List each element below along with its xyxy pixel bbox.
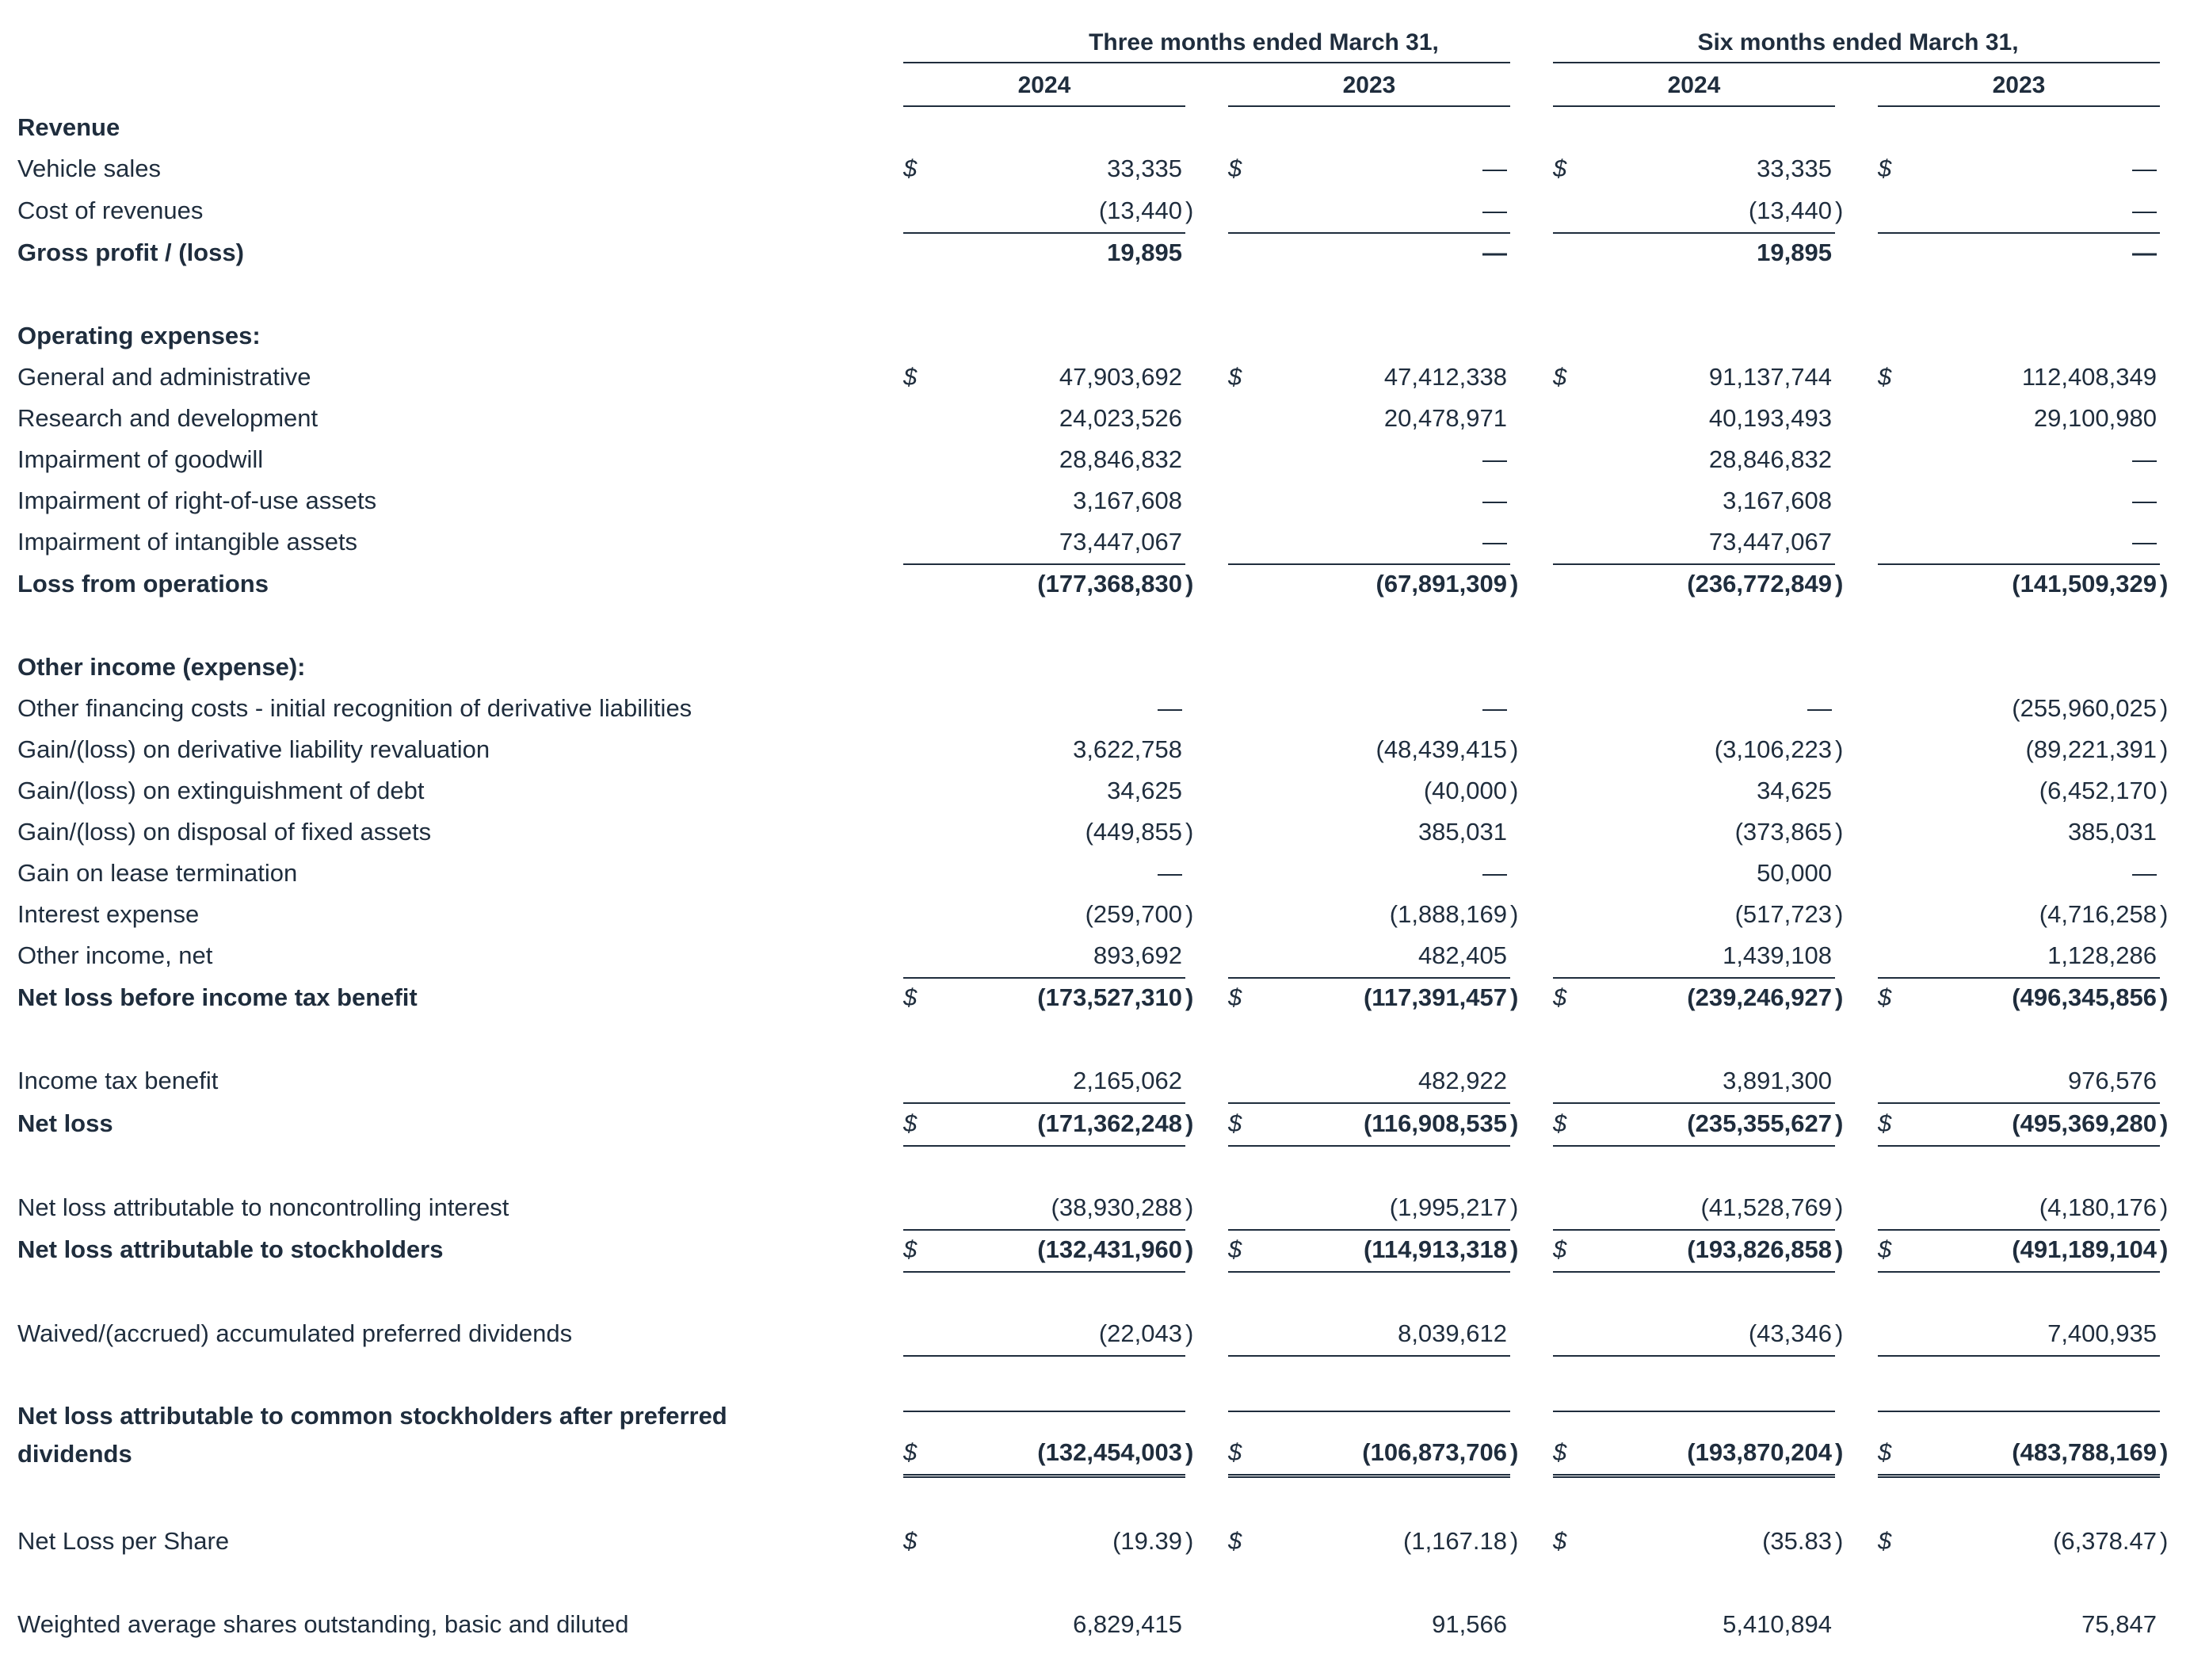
row-label: Vehicle sales (17, 155, 161, 182)
cell-value: 91,566 (1432, 1610, 1507, 1638)
cell-value: 893,692 (1093, 941, 1182, 969)
cell-value: 29,100,980 (2033, 404, 2157, 432)
close-paren: ) (1185, 1319, 1194, 1347)
cell-value: (1,167.18 (1403, 1527, 1507, 1555)
cell-value: (106,873,706 (1362, 1438, 1507, 1466)
cell-value: (373,865 (1734, 818, 1832, 846)
cell-value: (132,454,003 (1037, 1438, 1182, 1466)
currency-symbol: $ (1878, 1109, 1892, 1137)
cell-value: 73,447,067 (1708, 528, 1832, 556)
column-header-rule (1878, 105, 2160, 107)
cell-value: 33,335 (1107, 155, 1182, 182)
close-paren: ) (1835, 570, 1844, 598)
total-top-rule (1228, 1411, 1510, 1412)
row-label: Research and development (17, 404, 319, 432)
row-label: Net Loss per Share (17, 1527, 230, 1555)
underline-rule (1228, 1271, 1510, 1273)
cell-value: 3,891,300 (1723, 1067, 1832, 1094)
total-top-rule (1228, 232, 1510, 234)
cell-value: (22,043 (1098, 1319, 1182, 1347)
underline-rule (1228, 1145, 1510, 1147)
header-six-months-rule (1553, 62, 2160, 63)
cell-value: — (1158, 694, 1182, 722)
close-paren: ) (1510, 983, 1519, 1011)
underline-rule (1553, 1355, 1835, 1357)
row-label: Net loss attributable to noncontrolling interest (17, 1193, 509, 1221)
cell-value: (177,368,830 (1037, 570, 1182, 598)
cell-value: (3,106,223 (1714, 735, 1832, 763)
currency-symbol: $ (1878, 983, 1892, 1011)
cell-value: 24,023,526 (1059, 404, 1182, 432)
cell-value: — (2132, 155, 2157, 182)
row-label: Loss from operations (17, 570, 269, 598)
cell-value: (6,452,170 (2039, 777, 2157, 804)
cell-value: 28,846,832 (1708, 445, 1832, 473)
cell-value: 112,408,349 (2021, 363, 2157, 391)
column-header-2024-h: 2024 (1667, 72, 1721, 98)
close-paren: ) (2160, 1193, 2169, 1221)
close-paren: ) (1185, 1438, 1194, 1466)
header-three-months-rule (903, 62, 1510, 63)
cell-value: — (1482, 155, 1507, 182)
cell-value: (116,908,535 (1363, 1109, 1507, 1137)
close-paren: ) (1510, 1527, 1519, 1555)
cell-value: — (2132, 239, 2157, 266)
row-label: Net loss attributable to common stockholders after preferred dividends (17, 1402, 727, 1468)
cell-value: 50,000 (1757, 859, 1832, 887)
currency-symbol: $ (903, 155, 918, 182)
cell-value: 73,447,067 (1059, 528, 1182, 556)
total-top-rule (1553, 232, 1835, 234)
total-top-rule (1553, 1102, 1835, 1104)
currency-symbol: $ (903, 1109, 918, 1137)
cell-value: (495,369,280 (2012, 1109, 2157, 1137)
cell-value: — (1482, 239, 1507, 266)
cell-value: — (1482, 445, 1507, 473)
cell-value: 385,031 (2067, 818, 2157, 846)
cell-value: (41,528,769 (1700, 1193, 1832, 1221)
cell-value: 47,412,338 (1383, 363, 1507, 391)
total-top-rule (1228, 1229, 1510, 1231)
close-paren: ) (1185, 1527, 1194, 1555)
cell-value: — (2132, 487, 2157, 514)
close-paren: ) (1835, 1438, 1844, 1466)
cell-value: (6,378.47 (2053, 1527, 2157, 1555)
row-label: Other income (expense): (17, 653, 306, 681)
close-paren: ) (1185, 197, 1194, 224)
row-label: Revenue (17, 113, 120, 141)
close-paren: ) (1510, 900, 1519, 928)
currency-symbol: $ (1228, 155, 1242, 182)
row-label: Waived/(accrued) accumulated preferred dividends (17, 1319, 573, 1347)
close-paren: ) (1835, 735, 1844, 763)
cell-value: 3,622,758 (1073, 735, 1182, 763)
cell-value: 482,922 (1417, 1067, 1507, 1094)
cell-value: (259,700 (1085, 900, 1182, 928)
close-paren: ) (2160, 1527, 2169, 1555)
close-paren: ) (2160, 735, 2169, 763)
cell-value: (491,189,104 (2012, 1235, 2157, 1263)
cell-value: (236,772,849 (1687, 570, 1832, 598)
close-paren: ) (1510, 735, 1519, 763)
total-top-rule (1228, 977, 1510, 979)
close-paren: ) (1835, 1109, 1844, 1137)
cell-value: (40,000 (1423, 777, 1507, 804)
currency-symbol: $ (1878, 363, 1892, 391)
row-label: Impairment of right-of-use assets (17, 487, 377, 514)
row-label: Interest expense (17, 900, 200, 928)
cell-value: — (1158, 859, 1182, 887)
header-three-months: Three months ended March 31, (1089, 29, 1439, 55)
row-label: Gain/(loss) on derivative liability revaluation (17, 735, 490, 763)
close-paren: ) (1835, 1527, 1844, 1555)
close-paren: ) (2160, 1235, 2169, 1263)
total-top-rule (903, 1102, 1185, 1104)
close-paren: ) (1835, 983, 1844, 1011)
cell-value: (235,355,627 (1687, 1109, 1832, 1137)
cell-value: (496,345,856 (2012, 983, 2157, 1011)
currency-symbol: $ (1228, 1438, 1242, 1466)
currency-symbol: $ (903, 1235, 918, 1263)
close-paren: ) (1835, 900, 1844, 928)
cell-value: (173,527,310 (1037, 983, 1182, 1011)
underline-rule (903, 1145, 1185, 1147)
total-top-rule (1878, 1229, 2160, 1231)
cell-value: (67,891,309 (1375, 570, 1507, 598)
cell-value: (193,826,858 (1687, 1235, 1832, 1263)
column-header-rule (1553, 105, 1835, 107)
currency-symbol: $ (1553, 363, 1567, 391)
total-top-rule (903, 1229, 1185, 1231)
currency-symbol: $ (1228, 1109, 1242, 1137)
close-paren: ) (1185, 900, 1194, 928)
cell-value: 34,625 (1757, 777, 1832, 804)
currency-symbol: $ (1553, 983, 1567, 1011)
close-paren: ) (2160, 1109, 2169, 1137)
cell-value: (1,995,217 (1389, 1193, 1507, 1221)
cell-value: (4,180,176 (2039, 1193, 2157, 1221)
cell-value: (43,346 (1748, 1319, 1832, 1347)
close-paren: ) (1835, 818, 1844, 846)
row-label: Other income, net (17, 941, 213, 969)
cell-value: (38,930,288 (1051, 1193, 1182, 1221)
close-paren: ) (1835, 1193, 1844, 1221)
double-underline-rule (1553, 1474, 1835, 1478)
close-paren: ) (2160, 777, 2169, 804)
cell-value: 47,903,692 (1059, 363, 1182, 391)
row-label: Impairment of intangible assets (17, 528, 358, 556)
underline-rule (903, 1271, 1185, 1273)
cell-value: (19.39 (1112, 1527, 1182, 1555)
cell-value: 3,167,608 (1723, 487, 1832, 514)
underline-rule (1553, 1271, 1835, 1273)
cell-value: (35.83 (1762, 1527, 1832, 1555)
cell-value: (117,391,457 (1363, 983, 1507, 1011)
cell-value: — (1482, 694, 1507, 722)
row-label: Gain/(loss) on disposal of fixed assets (17, 818, 432, 846)
cell-value: — (1482, 197, 1507, 224)
cell-value: — (2132, 528, 2157, 556)
cell-value: (89,221,391 (2025, 735, 2157, 763)
cell-value: 6,829,415 (1073, 1610, 1182, 1638)
cell-value: (132,431,960 (1037, 1235, 1182, 1263)
cell-value: 2,165,062 (1073, 1067, 1182, 1094)
currency-symbol: $ (1228, 1527, 1242, 1555)
row-label: Net loss before income tax benefit (17, 983, 418, 1011)
underline-rule (903, 1355, 1185, 1357)
cell-value: (193,870,204 (1687, 1438, 1832, 1466)
row-label: Cost of revenues (17, 197, 204, 224)
cell-value: 34,625 (1107, 777, 1182, 804)
cell-value: 40,193,493 (1708, 404, 1832, 432)
cell-value: 75,847 (2081, 1610, 2157, 1638)
cell-value: 91,137,744 (1708, 363, 1832, 391)
currency-symbol: $ (1553, 1527, 1567, 1555)
row-label: Income tax benefit (17, 1067, 219, 1094)
cell-value: 20,478,971 (1383, 404, 1507, 432)
row-label: General and administrative (17, 363, 311, 391)
cell-value: — (2132, 445, 2157, 473)
row-label: Gross profit / (loss) (17, 239, 244, 266)
row-label: Weighted average shares outstanding, basic and diluted (17, 1610, 629, 1638)
cell-value: 28,846,832 (1059, 445, 1182, 473)
total-top-rule (1878, 1411, 2160, 1412)
row-label: Other financing costs - initial recognition of derivative liabilities (17, 694, 692, 722)
cell-value: (114,913,318 (1363, 1235, 1507, 1263)
total-top-rule (1878, 977, 2160, 979)
close-paren: ) (2160, 570, 2169, 598)
cell-value: 5,410,894 (1723, 1610, 1832, 1638)
underline-rule (1228, 1355, 1510, 1357)
total-top-rule (903, 563, 1185, 565)
cell-value: (13,440 (1748, 197, 1832, 224)
total-top-rule (1228, 563, 1510, 565)
double-underline-rule (1228, 1474, 1510, 1478)
currency-symbol: $ (1553, 1235, 1567, 1263)
close-paren: ) (1510, 1235, 1519, 1263)
total-top-rule (903, 1411, 1185, 1412)
row-label: Impairment of goodwill (17, 445, 264, 473)
column-header-2023-h: 2023 (1992, 72, 2046, 98)
close-paren: ) (1510, 1438, 1519, 1466)
underline-rule (1878, 1355, 2160, 1357)
currency-symbol: $ (1553, 1438, 1567, 1466)
close-paren: ) (1510, 1109, 1519, 1137)
currency-symbol: $ (1553, 1109, 1567, 1137)
cell-value: 8,039,612 (1398, 1319, 1507, 1347)
row-label: Net loss (17, 1109, 113, 1137)
cell-value: 7,400,935 (2047, 1319, 2157, 1347)
cell-value: (13,440 (1098, 197, 1182, 224)
double-underline-rule (1878, 1474, 2160, 1478)
cell-value: (4,716,258 (2039, 900, 2157, 928)
column-header-rule (1228, 105, 1510, 107)
cell-value: 19,895 (1757, 239, 1832, 266)
currency-symbol: $ (1228, 363, 1242, 391)
cell-value: 976,576 (2067, 1067, 2157, 1094)
close-paren: ) (1185, 1235, 1194, 1263)
cell-value: (255,960,025 (2012, 694, 2157, 722)
close-paren: ) (2160, 900, 2169, 928)
close-paren: ) (1835, 1235, 1844, 1263)
cell-value: 385,031 (1417, 818, 1507, 846)
cell-value: 33,335 (1757, 155, 1832, 182)
currency-symbol: $ (903, 363, 918, 391)
close-paren: ) (1835, 197, 1844, 224)
total-top-rule (1878, 1102, 2160, 1104)
cell-value: (517,723 (1734, 900, 1832, 928)
row-label: Net loss attributable to stockholders (17, 1235, 444, 1263)
cell-value: (449,855 (1085, 818, 1182, 846)
cell-value: — (1482, 487, 1507, 514)
close-paren: ) (1510, 570, 1519, 598)
total-top-rule (903, 977, 1185, 979)
total-top-rule (1553, 1411, 1835, 1412)
total-top-rule (1228, 1102, 1510, 1104)
cell-value: 19,895 (1107, 239, 1182, 266)
close-paren: ) (2160, 1438, 2169, 1466)
cell-value: 3,167,608 (1073, 487, 1182, 514)
currency-symbol: $ (1228, 983, 1242, 1011)
cell-value: 482,405 (1417, 941, 1507, 969)
cell-value: — (1482, 859, 1507, 887)
currency-symbol: $ (1878, 155, 1892, 182)
column-header-2024-q: 2024 (1017, 72, 1071, 98)
total-top-rule (1553, 1229, 1835, 1231)
total-top-rule (903, 232, 1185, 234)
total-top-rule (1878, 232, 2160, 234)
currency-symbol: $ (1878, 1235, 1892, 1263)
cell-value: (239,246,927 (1687, 983, 1832, 1011)
cell-value: — (1482, 528, 1507, 556)
cell-value: (171,362,248 (1037, 1109, 1182, 1137)
currency-symbol: $ (1553, 155, 1567, 182)
total-top-rule (1553, 977, 1835, 979)
close-paren: ) (1510, 777, 1519, 804)
double-underline-rule (903, 1474, 1185, 1478)
currency-symbol: $ (1228, 1235, 1242, 1263)
cell-value: — (1807, 694, 1832, 722)
column-header-2023-q: 2023 (1342, 72, 1396, 98)
cell-value: 1,439,108 (1723, 941, 1832, 969)
total-top-rule (1878, 563, 2160, 565)
row-label: Gain/(loss) on extinguishment of debt (17, 777, 425, 804)
underline-rule (1553, 1145, 1835, 1147)
close-paren: ) (2160, 694, 2169, 722)
close-paren: ) (1510, 1193, 1519, 1221)
cell-value: — (2132, 197, 2157, 224)
close-paren: ) (1185, 1193, 1194, 1221)
close-paren: ) (1185, 818, 1194, 846)
close-paren: ) (1835, 1319, 1844, 1347)
cell-value: (141,509,329 (2012, 570, 2157, 598)
cell-value: (48,439,415 (1375, 735, 1507, 763)
currency-symbol: $ (903, 983, 918, 1011)
row-label: Operating expenses: (17, 322, 261, 349)
underline-rule (1878, 1145, 2160, 1147)
currency-symbol: $ (1878, 1438, 1892, 1466)
currency-symbol: $ (903, 1438, 918, 1466)
currency-symbol: $ (903, 1527, 918, 1555)
header-six-months: Six months ended March 31, (1697, 29, 2019, 55)
close-paren: ) (1185, 983, 1194, 1011)
cell-value: 1,128,286 (2047, 941, 2157, 969)
close-paren: ) (1185, 1109, 1194, 1137)
cell-value: (483,788,169 (2012, 1438, 2157, 1466)
row-label: Gain on lease termination (17, 859, 298, 887)
close-paren: ) (2160, 983, 2169, 1011)
total-top-rule (1553, 563, 1835, 565)
cell-value: (1,888,169 (1389, 900, 1507, 928)
underline-rule (1878, 1271, 2160, 1273)
close-paren: ) (1185, 570, 1194, 598)
cell-value: — (2132, 859, 2157, 887)
column-header-rule (903, 105, 1185, 107)
currency-symbol: $ (1878, 1527, 1892, 1555)
